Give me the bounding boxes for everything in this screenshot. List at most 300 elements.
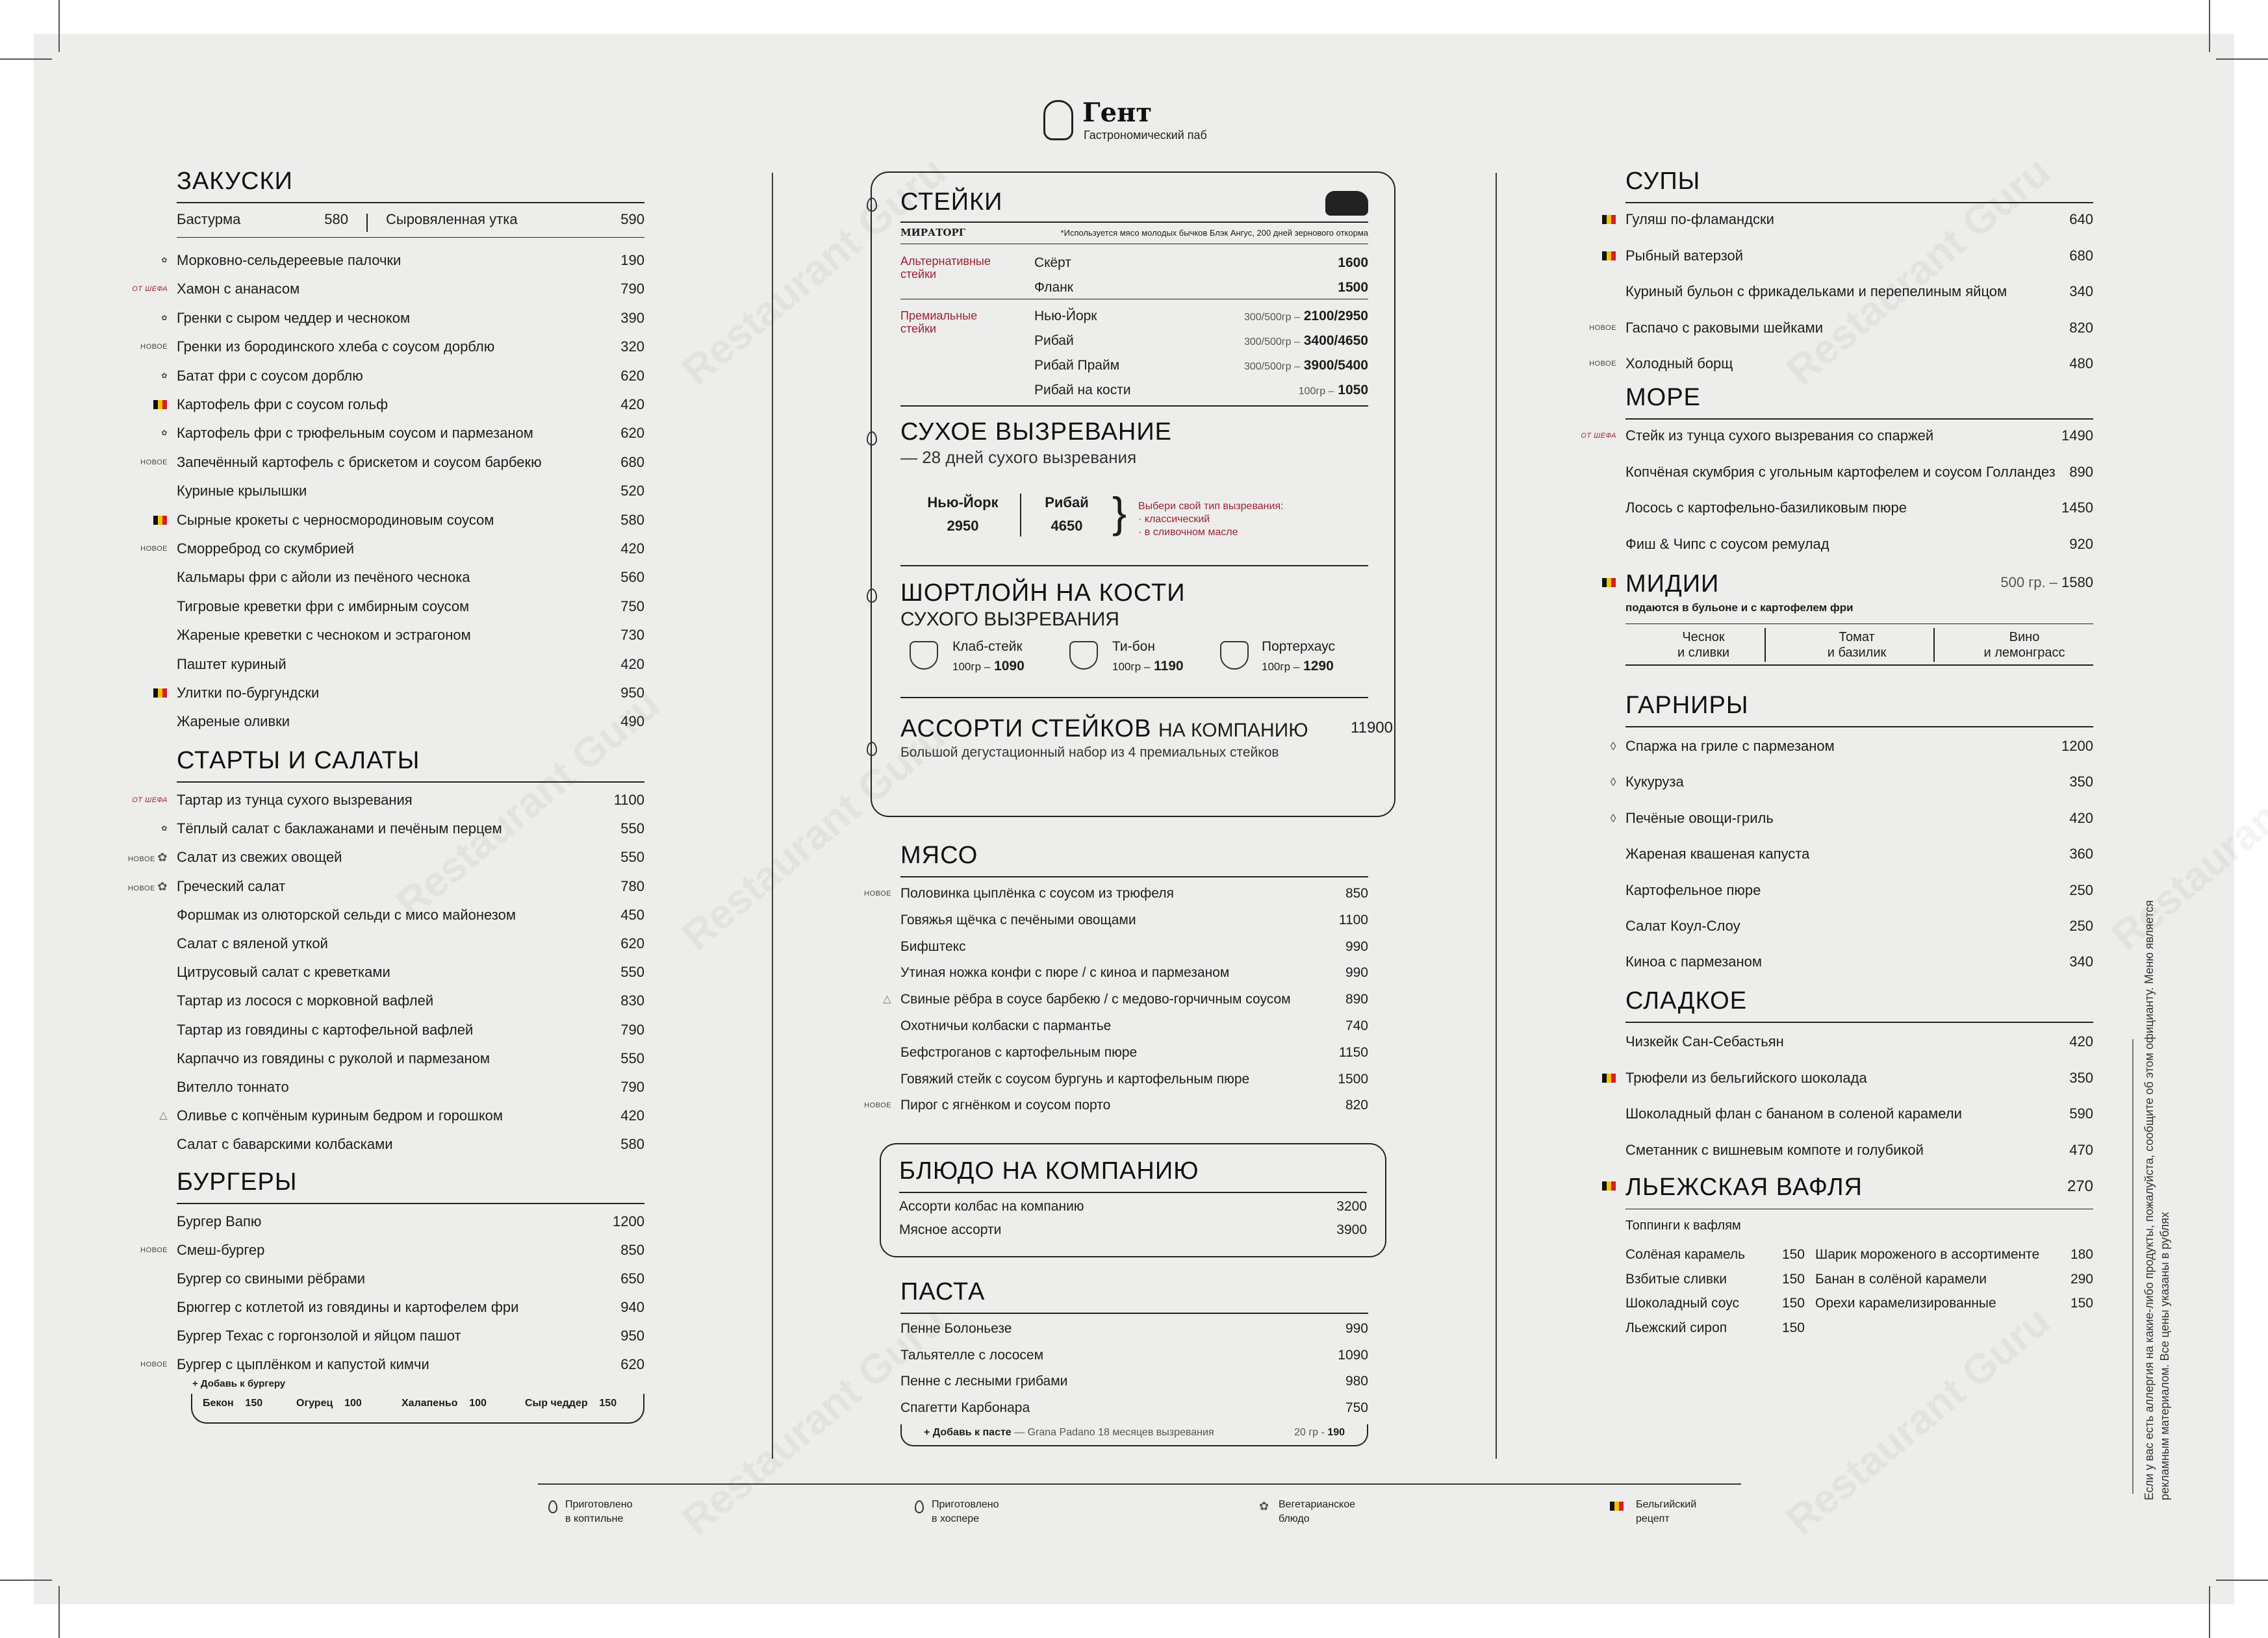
zakuski-list [132,247,644,737]
item-price: 620 [620,1356,644,1372]
item-name: Брюггер с котлетой из говядины и картофелем фри [177,1299,519,1315]
item-price: 480 [2069,355,2093,372]
dry-title: СУХОЕ ВЫЗРЕВАНИЕ [900,418,1173,446]
menu-item [900,907,1368,934]
item-name: Жареная квашеная капуста [1625,846,1810,863]
prem-label: Премиальные стейки [900,309,978,335]
menu-item [161,247,644,274]
item-price: 150 [1781,1296,1805,1311]
assorti-row [900,715,1393,742]
mussels-title: МИДИИ [1625,570,1720,598]
menu-item [1625,206,2093,233]
item-name: Ассорти колбас на компанию [899,1199,1084,1214]
section-rule [1625,202,2093,203]
item-price: 890 [2069,463,2093,480]
menu-item [883,986,1368,1013]
item-price: 420 [620,1107,644,1124]
menu-item [177,1322,644,1350]
menu-item [177,622,644,649]
menu-item [1625,1100,2093,1128]
menu-item [177,477,644,505]
item-name: Орехи карамелизированные [1815,1296,1996,1311]
item-price: 680 [620,453,644,470]
item-name: Фиш & Чипс с соусом ремулад [1625,535,1829,552]
item-price: 750 [1345,1400,1368,1415]
item-name: Холодный борщ [1625,355,1733,372]
item-name: Тёплый салат с баклажанами и печёным перцем [177,820,502,837]
pasta-title: ПАСТА [900,1278,986,1305]
company-section [899,1157,1367,1242]
item-name: Оливье с копчёным куриным бедром и горошком [177,1107,503,1124]
sweet-title: СЛАДКОЕ [1625,987,1748,1014]
item-price: 1200 [2061,738,2093,754]
addon-item: Бекон 150 [203,1398,263,1409]
belgian-flag-icon [153,679,168,707]
item-name: Салат с вяленой уткой [177,935,328,951]
crop-mark [2209,1586,2210,1638]
menu-item [161,305,644,332]
sirloin-subtitle: СУХОГО ВЫЗРЕВАНИЯ [900,609,1119,630]
item-price: 550 [620,964,644,981]
belgian-flag-icon [1602,242,1616,270]
menu-item [132,787,644,814]
belgian-flag-icon [1602,578,1616,587]
item-name: Салат из свежих овощей [177,849,342,866]
item-price: 490 [620,713,644,730]
item-name: Пирог с ягнёнком и соусом порто [900,1098,1111,1113]
item-name: Сметанник с вишневым компоте и голубикой [1625,1141,1924,1158]
chef-badge: ОТ ШЕФА [132,796,168,804]
pasta-addon-text: + Добавь к пасте — Grana Padano 18 месяцев вызревания [924,1427,1214,1438]
menu-item [177,593,644,620]
item-price: 150 [1781,1320,1805,1335]
item-name: Куриный бульон с фрикадельками и перепелиным яйцом [1625,283,2007,300]
item-price: 340 [2069,953,2093,970]
item-name: Трюфели из бельгийского шоколада [1625,1069,1867,1086]
item-price: 950 [620,685,644,701]
item-price: 1500 [1338,1071,1368,1087]
item-price: 550 [620,849,644,866]
new-badge: НОВОЕ [140,343,168,351]
menu-item: Бастурма 580 [177,211,348,227]
menu-item [900,959,1368,987]
menu-item [140,333,644,360]
item-name: Греческий салат [177,877,286,894]
item-name: Батат фри с соусом дорблю [177,367,363,384]
divider [1765,628,1766,662]
new-badge: НОВОЕ [864,1102,891,1110]
meat-section [864,842,1368,1120]
menu-item [1625,913,2093,940]
burger-addons [177,1380,644,1425]
item-name: Картофельное пюре [1625,881,1761,898]
leaf-icon: ✿ [161,257,168,264]
pasta-list [900,1315,1368,1424]
pasta-section [900,1278,1368,1448]
item-name: Бургер Техас с горгонзолой и яйцом пашот [177,1328,461,1344]
hosper-icon [867,431,877,446]
column-divider [772,173,773,1459]
item-name: Кукуруза [1625,774,1684,790]
item-price: 790 [620,281,644,297]
legend-item: ✿ Вегетарианское блюдо [1259,1499,1356,1524]
belgian-flag-icon [1602,1181,1616,1191]
sirloin-item: Клаб-стейк 100гр – 1090 [952,639,1025,674]
item-price: 560 [620,569,644,586]
item-price: 150 [1781,1271,1805,1287]
menu-item [1625,1065,2093,1092]
item-price: 740 [1345,1018,1368,1033]
new-badge: НОВОЕ [1589,360,1616,368]
item-price: 790 [620,1021,644,1038]
menu-item [177,959,644,986]
menu-item [899,1216,1367,1244]
mussels-title-row [1625,570,2093,599]
new-badge: НОВОЕ ✿ [127,851,168,864]
assorti-price: 11900 [1351,719,1393,737]
menu-item: Сыровяленная утка 590 [386,211,644,227]
item-price: 1200 [613,1213,644,1229]
item-name: Стейк из тунца сухого вызревания со спаржей [1625,427,1934,444]
menu-item [1815,1241,2093,1268]
item-name: Форшмак из олюторской сельди с мисо майонезом [177,906,516,923]
hosper-icon: ◊ [1610,775,1616,789]
item-name: Льежский сироп [1625,1320,1727,1335]
leaf-icon: ✿ [157,851,168,864]
item-price: 470 [2069,1141,2093,1158]
bone-icon [1220,641,1249,670]
menu-item [1589,314,2093,342]
menu-item [1625,1028,2093,1055]
menu-item [177,708,644,735]
section-rule [1625,1022,2093,1023]
item-name: Шоколадный флан с бананом в соленой карамели [1625,1105,1962,1122]
mussels-price: 500 гр. – 1580 [2000,574,2093,590]
menu-item [177,1074,644,1101]
column-divider [1496,173,1497,1459]
belgian-flag-icon [1602,1065,1616,1092]
dry-options [900,468,1368,546]
item-price: 990 [1345,939,1368,954]
hosper-icon [867,742,877,756]
item-price: 750 [620,598,644,614]
item-price: 580 [620,1136,644,1153]
new-badge: НОВОЕ [140,1361,168,1368]
left-column [127,168,644,1425]
menu-item [132,275,644,303]
garnish-list [1610,733,2093,987]
menu-item [900,1039,1368,1066]
item-price: 1090 [1338,1347,1368,1363]
item-price: 340 [2069,283,2093,300]
item-name: Киноа с пармезаном [1625,953,1763,970]
item-price: 980 [1345,1374,1368,1389]
menu-item [1625,1266,1805,1293]
item-price: 780 [620,877,644,894]
menu-item [177,651,644,678]
divider [366,214,368,232]
waffle-title-row [1625,1174,2093,1205]
item-name: Чизкейк Сан-Себастьян [1625,1033,1784,1050]
item-name: Тартар из тунца сухого вызревания [177,792,413,808]
menu-item [177,1265,644,1292]
item-name: Бифштекс [900,939,966,954]
sirloin-list [900,631,1368,689]
item-price: 680 [2069,247,2093,264]
brand-name: Гент [1082,97,1153,128]
menu-item [1610,768,2093,796]
item-name: Тартар из лосося с морковной вафлей [177,992,434,1009]
menu-item [140,449,644,476]
smokehouse-icon: △ [883,994,891,1005]
item-name: Бургер со свиными рёбрами [177,1270,366,1287]
item-name: Половинка цыплёнка с соусом из трюфеля [900,886,1174,901]
item-name: Шарик мороженого в ассортименте [1815,1247,2040,1262]
section-rule [900,1313,1368,1314]
new-badge: НОВОЕ ✿ [127,879,168,893]
item-name: Пенне Болоньезе [900,1321,1012,1336]
chef-badge: ОТ ШЕФА [132,285,168,294]
dry-item: Нью-Йорк 2950 [927,494,999,534]
mussels-option: Томат и базилик [1827,630,1887,660]
item-price: 3900 [1336,1222,1367,1237]
menu-item [1625,948,2093,976]
burgers-list [140,1208,644,1380]
menu-item [900,1315,1368,1342]
menu-item [1625,1290,1805,1317]
item-price: 420 [2069,809,2093,826]
pasta-addon [900,1424,1368,1448]
menu-item [900,1342,1368,1369]
sea-list [1581,422,2093,569]
item-price: 830 [620,992,644,1009]
sirloin-title: ШОРТЛОЙН НА КОСТИ [900,579,1186,607]
waffle-title: ЛЬЕЖСКАЯ ВАФЛЯ [1625,1174,1863,1201]
item-price: 620 [620,935,644,951]
item-price: 420 [620,540,644,557]
item-name: Бефстроганов с картофельным пюре [900,1044,1138,1060]
item-name: Копчёная скумбрия с угольным картофелем и соусом Голландез [1625,463,2056,480]
item-name: Хамон с ананасом [177,281,300,297]
menu-item [1625,531,2093,558]
menu-item [177,901,644,929]
leaf-icon: ✿ [161,429,168,438]
crop-mark [2216,58,2268,60]
item-price: 850 [1345,886,1368,901]
item-name: Куриные крылышки [177,483,307,499]
menu-item [161,815,644,842]
hosper-icon [915,1500,924,1513]
waffle-price: 270 [2067,1178,2093,1195]
item-price: 420 [620,396,644,412]
item-price: 250 [2069,918,2093,934]
addon-item: Огурец 100 [296,1398,362,1409]
item-name: Вителло тоннато [177,1079,289,1095]
dry-item: Рибай 4650 [1045,494,1089,534]
menu-item [900,1013,1368,1040]
item-name: Утиная ножка конфи с пюре / с киноа и пармезаном [900,965,1230,981]
hosper-icon: ◊ [1610,740,1616,753]
crop-mark [0,58,52,60]
crop-mark [0,1580,52,1581]
allergy-note: Если у вас есть аллергия на какие-либо продукты, пожалуйста, сообщите об этом официанту. Меню является рекламным материалом. Все цены указаны в рублях [2143,900,2171,1500]
menu-item [177,987,644,1014]
menu-item [900,1394,1368,1422]
menu-item [140,535,644,562]
menu-item [1610,733,2093,760]
starts-list [127,787,644,1158]
menu-item [177,1016,644,1044]
item-name: Гуляш по-фламандски [1625,211,1774,227]
section-rule [1625,418,2093,420]
item-name: Говяжья щёчка с печёными овощами [900,912,1136,927]
assorti-desc: Большой дегустационный набор из 4 премиальных стейков [900,745,1279,760]
crop-mark [58,1586,60,1638]
item-name: Жареные оливки [177,713,290,730]
menu-item [1625,1137,2093,1164]
bone-icon [910,641,938,670]
item-price: 350 [2069,774,2093,790]
item-name: Гренки с сыром чеддер и чесноком [177,309,411,326]
item-price: 990 [1345,965,1368,981]
item-price: 920 [2069,535,2093,552]
legend-item: Бельгийский рецепт [1636,1498,1696,1526]
steaks-title: СТЕЙКИ [900,188,1003,216]
company-title: БЛЮДО НА КОМПАНИЮ [899,1157,1199,1185]
section-rule [177,237,644,238]
meat-list [864,880,1368,1120]
item-price: 250 [2069,881,2093,898]
menu-item [177,507,644,534]
menu-item [1815,1266,2093,1293]
legend-rule [538,1483,1741,1485]
item-price: 820 [1345,1098,1368,1113]
menu-item [900,933,1368,961]
steak-item: Фланк 1500 [1034,280,1368,295]
belgian-flag-icon [1610,1502,1624,1511]
item-price: 890 [1345,992,1368,1007]
item-name: Тигровые креветки фри с имбирным соусом [177,598,470,614]
item-price: 620 [620,425,644,442]
section-rule [177,781,644,783]
item-name: Салат Коул-Слоу [1625,918,1740,934]
item-name: Смеш-бургер [177,1242,265,1258]
crop-mark [2209,0,2210,52]
item-price: 150 [1781,1247,1805,1262]
steaks-note: *Используется мясо молодых бычков Блэк Ангус, 200 дней зернового откорма [1060,228,1368,238]
assorti-title2: НА КОМПАНИЮ [1158,720,1308,741]
item-price: 730 [620,627,644,644]
bone-icon [1069,641,1098,670]
menu-item [177,391,644,418]
chef-badge: ОТ ШЕФА [1581,432,1616,440]
cow-icon [1325,191,1368,216]
item-name: Взбитые сливки [1625,1271,1727,1287]
menu-item [1625,494,2093,522]
section-rule [1625,664,2093,666]
steak-item: Нью-Йорк 300/500гр – 2100/2950 [1034,309,1368,323]
sea-title: МОРЕ [1625,384,1701,411]
item-name: Шоколадный соус [1625,1296,1739,1311]
steak-item: Рибай 300/500гр – 3400/4650 [1034,333,1368,348]
mussels-option: Вино и лемонграсс [1983,630,2065,660]
item-price: 1490 [2061,427,2093,444]
item-name: Кальмары фри с айоли из печёного чеснока [177,569,470,586]
soups-title: СУПЫ [1625,168,1701,195]
leaf-icon: ✿ [157,879,168,893]
menu-item [161,362,644,390]
smokehouse-icon [548,1500,557,1513]
hosper-icon [867,588,877,603]
item-name: Улитки по-бургундски [177,685,320,701]
divider [1020,494,1021,536]
item-name: Спаржа на гриле с пармезаном [1625,738,1835,754]
crop-mark [58,0,60,52]
item-price: 290 [2070,1271,2093,1287]
item-name: Жареные креветки с чесноком и эстрагоном [177,627,471,644]
item-name: Спагетти Карбонара [900,1400,1030,1415]
item-price: 620 [620,367,644,384]
item-name: Бургер Вапю [177,1213,262,1229]
menu-item [140,1237,644,1264]
menu-item [159,1102,644,1129]
menu-item [177,679,644,707]
item-price: 180 [2070,1247,2093,1262]
menu-item [900,1368,1368,1395]
item-name: Гаспачо с раковыми шейками [1625,319,1824,336]
smokehouse-icon: △ [159,1110,168,1122]
legend-item: Приготовлено в хоспере [932,1498,999,1526]
steak-item: Рибай Прайм 300/500гр – 3900/5400 [1034,358,1368,373]
item-price: 450 [620,906,644,923]
brand-logo [1043,100,1073,140]
item-name: Пенне с лесными грибами [900,1374,1068,1389]
menu-item [1625,459,2093,486]
item-name: Бургер с цыплёнком и капустой кимчи [177,1356,429,1372]
sirloin-item: Портерхаус 100гр – 1290 [1262,639,1335,674]
item-name: Охотничьи колбаски с пармантье [900,1018,1112,1033]
section-rule [900,565,1368,566]
item-name: Паштет куриный [177,655,287,672]
hosper-icon [867,197,877,212]
zakuski-title: ЗАКУСКИ [177,168,293,195]
item-price: 1100 [1338,912,1368,927]
section-rule [900,876,1368,877]
toppings-title: Топпинги к вафлям [1625,1218,1741,1233]
crop-mark [2216,1580,2268,1581]
right-column [1581,168,2093,1339]
item-name: Картофель фри с соусом гольф [177,396,389,412]
hosper-icon: ◊ [1610,811,1616,825]
menu-item [1625,877,2093,904]
section-rule [900,697,1368,698]
menu-item [161,420,644,447]
item-price: 850 [620,1242,644,1258]
menu-item [140,1351,644,1378]
new-badge: НОВОЕ [1589,323,1616,332]
item-name: Рыбный ватерзой [1625,247,1744,264]
steak-item: Рибай на кости 100гр – 1050 [1034,383,1368,397]
menu-item [1589,350,2093,377]
section-rule [177,1203,644,1204]
menu-item [177,930,644,957]
item-name: Карпаччо из говядины с руколой и пармезаном [177,1050,490,1066]
soups-list [1589,206,2093,388]
item-price: 550 [620,1050,644,1066]
mussels-option: Чеснок и сливки [1677,630,1730,660]
item-name: Печёные овощи-гриль [1625,809,1774,826]
leaf-icon: ✿ [161,314,168,322]
